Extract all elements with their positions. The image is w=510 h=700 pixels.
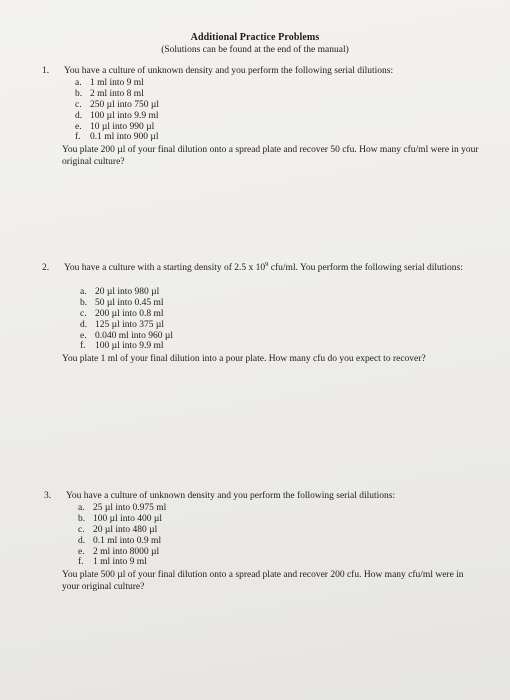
option-letter: a. bbox=[78, 503, 85, 513]
problem-question: You plate 500 µl of your final dilution onto a spread plate and recover 200 cfu. How many cfu/ml were in your original culture? bbox=[62, 570, 464, 592]
dilution-item bbox=[78, 547, 166, 558]
option-text: 125 µl into 375 µl bbox=[95, 319, 165, 330]
option-letter: d. bbox=[78, 535, 86, 546]
dilution-item bbox=[80, 287, 173, 298]
option-text: 50 µl into 0.45 ml bbox=[95, 297, 164, 308]
dilution-item bbox=[80, 331, 173, 342]
option-letter: c. bbox=[78, 524, 85, 535]
option-text: 1 ml into 9 ml bbox=[93, 557, 147, 568]
option-letter: b. bbox=[80, 297, 88, 308]
option-text: 1 ml into 9 ml bbox=[90, 78, 144, 88]
option-text: 0.1 ml into 900 µl bbox=[90, 132, 159, 143]
problem-number: 1. bbox=[42, 66, 50, 76]
dilution-item bbox=[75, 122, 159, 133]
problem-stem: You have a culture of unknown density and you perform the following serial dilutions: bbox=[64, 66, 394, 76]
option-text: 25 µl into 0.975 ml bbox=[93, 503, 167, 513]
dilution-item bbox=[75, 78, 159, 89]
option-text: 100 µl into 400 µl bbox=[93, 513, 163, 524]
dilution-item bbox=[80, 341, 173, 352]
dilution-item bbox=[75, 132, 159, 143]
dilution-item bbox=[75, 89, 159, 100]
option-text: 10 µl into 990 µl bbox=[90, 121, 155, 132]
dilution-item bbox=[78, 525, 166, 536]
option-text: 200 µl into 0.8 ml bbox=[95, 308, 164, 319]
option-letter: d. bbox=[75, 110, 83, 121]
option-letter: a. bbox=[75, 78, 82, 88]
problem-stem: You have a culture of unknown density and you perform the following serial dilutions: bbox=[66, 491, 396, 501]
dilution-item bbox=[80, 309, 173, 320]
option-text: 2 ml into 8000 µl bbox=[93, 546, 160, 557]
problem-stem bbox=[64, 260, 494, 275]
stem-exponent: 9 bbox=[265, 260, 269, 268]
page-title: Additional Practice Problems bbox=[190, 32, 320, 43]
option-text: 100 µl into 9.9 ml bbox=[95, 341, 164, 352]
option-letter: b. bbox=[75, 88, 83, 99]
option-text: 2 ml into 8 ml bbox=[90, 88, 144, 99]
problem-question: You plate 200 µl of your final dilution onto a spread plate and recover 50 cfu. How many cfu/ml were in your original culture? bbox=[62, 145, 479, 167]
stem-text: You have a culture with a starting density of 2.5 x 10 bbox=[64, 263, 266, 273]
problem-question: You plate 1 ml of your final dilution into a pour plate. How many cfu do you expect to recover? bbox=[62, 354, 426, 364]
dilution-item bbox=[78, 514, 166, 525]
option-letter: c. bbox=[75, 99, 82, 110]
dilution-item bbox=[78, 536, 166, 547]
dilution-item bbox=[78, 557, 166, 568]
option-letter: e. bbox=[75, 121, 82, 132]
dilution-list bbox=[78, 503, 166, 568]
dilution-item bbox=[80, 320, 173, 331]
option-letter: c. bbox=[80, 308, 87, 319]
dilution-list bbox=[80, 287, 173, 352]
option-text: 0.040 ml into 960 µl bbox=[95, 330, 174, 341]
option-text: 20 µl into 980 µl bbox=[95, 287, 160, 297]
page-subtitle: (Solutions can be found at the end of the manual) bbox=[161, 45, 349, 55]
dilution-item bbox=[80, 298, 173, 309]
option-text: 20 µl into 480 µl bbox=[93, 524, 158, 535]
dilution-list bbox=[75, 78, 159, 143]
option-letter: b. bbox=[78, 513, 86, 524]
option-text: 100 µl into 9.9 ml bbox=[90, 110, 159, 121]
dilution-item bbox=[75, 111, 159, 122]
option-letter: e. bbox=[78, 546, 85, 557]
dilution-item bbox=[78, 503, 166, 514]
option-letter: e. bbox=[80, 330, 87, 341]
option-letter: f. bbox=[80, 341, 86, 352]
option-letter: f. bbox=[75, 132, 81, 143]
option-letter: d. bbox=[80, 319, 88, 330]
problem-number: 2. bbox=[42, 263, 50, 273]
option-letter: a. bbox=[80, 287, 87, 297]
option-text: 250 µl into 750 µl bbox=[90, 99, 160, 110]
option-letter: f. bbox=[78, 557, 84, 568]
option-text: 0.1 ml into 0.9 ml bbox=[93, 535, 162, 546]
problem-number: 3. bbox=[44, 491, 52, 501]
stem-text: cfu/ml. You perform the following serial dilutions: bbox=[268, 263, 463, 273]
dilution-item bbox=[75, 100, 159, 111]
